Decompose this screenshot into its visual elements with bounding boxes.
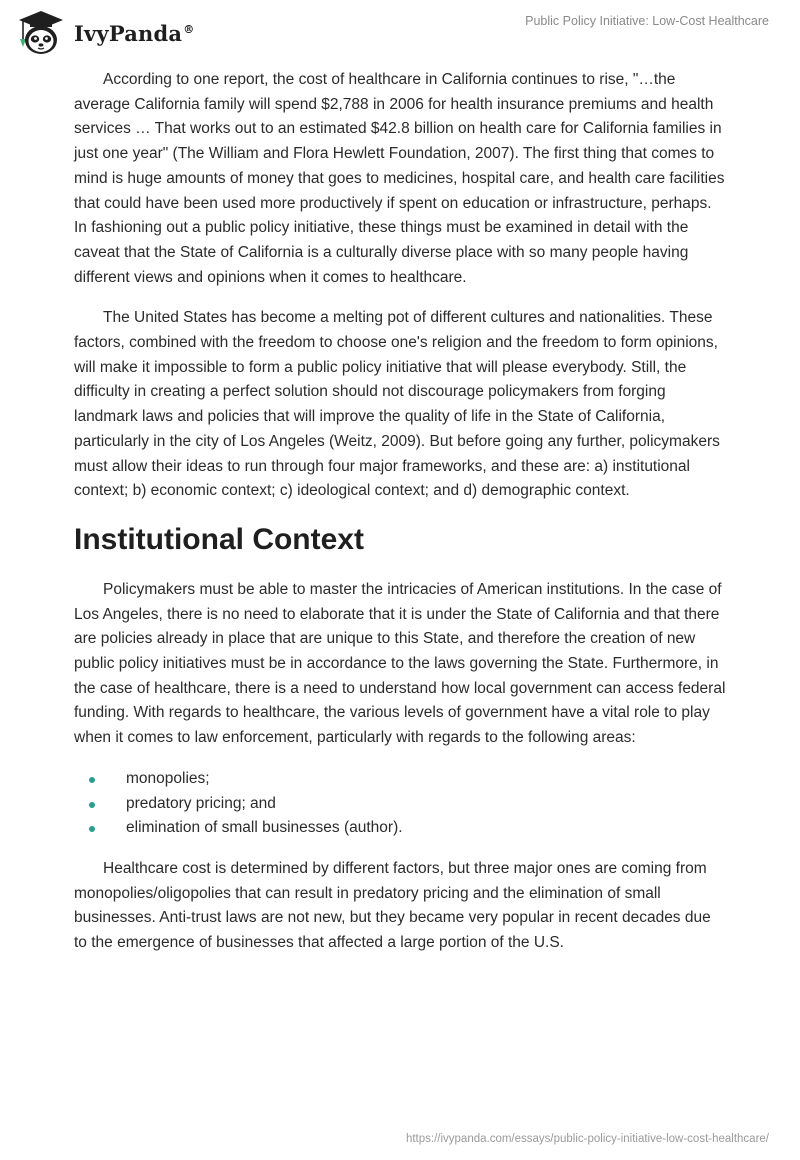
list-item-text: elimination of small businesses (author). [126,819,403,837]
bullet-dot-icon [89,826,95,832]
paragraph: Policymakers must be able to master the intricacies of American institutions. In the case of Los Angeles, there is no need to elaborate that it is under the State of California and that there are policies already in place that are unique to this State, and therefore the creation of new public policy initiatives must be in accordance to the laws governing the State. Furthermore, in the case of healthcare, there is a need to understand how local government can access federal funding. With regards to healthcare, the various levels of government have a vital role to play when it comes to law enforcement, particularly with regards to the following areas: [74,580,726,747]
ivypanda-logo[interactable] [14,9,194,57]
paragraph: The United States has become a melting pot of different cultures and nationalities. These factors, combined with the freedom to choose one's religion and the freedom to form opinions, will make it impossible to form a public policy initiative that will please everybody. Still, the difficulty in creating a perfect solution should not discourage policymakers from forging landmark laws and policies that will improve the quality of life in the State of California, particularly in the city of Los Angeles (Weitz, 2009). But before going any further, policymakers must allow their ideas to run through four major frameworks, and these are: a) institutional context; b) economic context; c) ideological context; and d) demographic context. [74,309,720,500]
panda-graduate-icon [14,9,68,57]
section-heading: Institutional Context [74,522,364,556]
source-url-link[interactable]: https://ivypanda.com/essays/public-policy-initiative-low-cost-healthcare/ [405,1133,769,1145]
bullet-dot-icon [89,802,95,808]
brand-name: IvyPanda® [74,20,195,46]
list-item [74,792,726,817]
essay-content [74,68,726,972]
registered-mark: ® [183,22,195,36]
document-title: Public Policy Initiative: Low-Cost Healthcare [525,14,769,28]
bullet-dot-icon [89,777,95,783]
paragraph: Healthcare cost is determined by different factors, but three major ones are coming from monopolies/oligopolies that can result in predatory pricing and the elimination of small businesses. Anti-trust laws are not new, but they became very popular in recent decades due to the emergence of businesses that affected a large portion of the U.S. [74,859,711,952]
list-item-text: monopolies; [126,769,210,787]
list-item [74,767,726,792]
page-header [0,0,800,64]
list-item [74,816,726,841]
bullet-list [74,767,726,841]
list-item-text: predatory pricing; and [126,794,276,812]
paragraph: According to one report, the cost of healthcare in California continues to rise, "…the average California family will spend $2,788 in 2006 for health insurance premiums and health services … That works out to an estimated $42.8 billion on health care for California families in just one year" (The William and Flora Hewlett Foundation, 2007). The first thing that comes to mind is huge amounts of money that goes to medicines, hospital care, and health care facilities that could have been used more productively if spent on education or infrastructure, perhaps. In fashioning out a public policy initiative, these things must be examined in detail with the caveat that the State of California is a culturally diverse place with so many people having different views and opinions when it comes to healthcare. [74,71,725,286]
